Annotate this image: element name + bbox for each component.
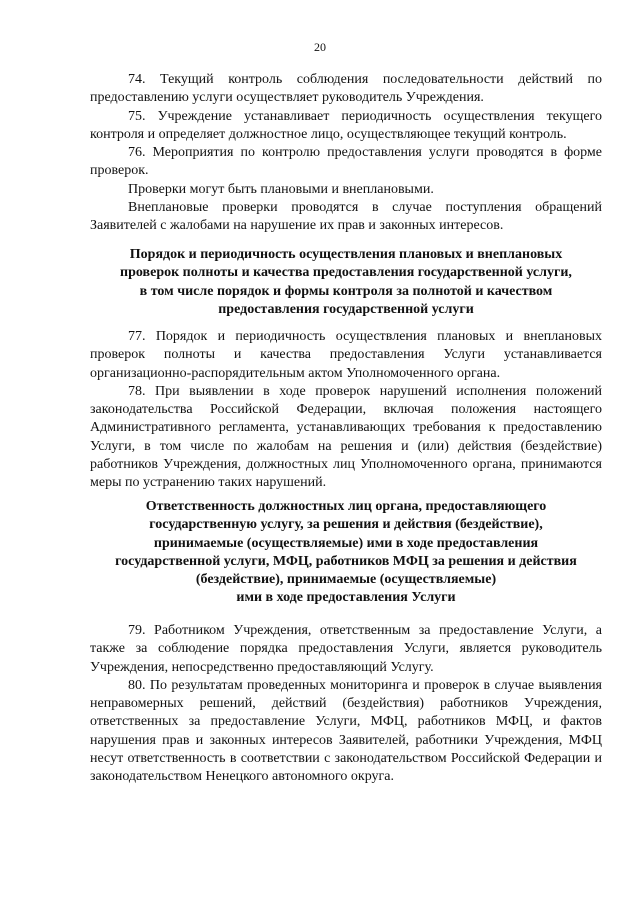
paragraph-78: 78. При выявлении в ходе проверок нарушений исполнения положений законодательства Российской Федерации, включая положения настоящего Административного регламента, устанавливающих требования к предоставлению Услуги, в том числе по жалобам на решения и (или) действия (бездействие) работников Учреждения, должностных лиц Уполномоченного органа, принимаются меры по устранению таких нарушений. (90, 383, 602, 491)
heading-line: принимаемые (осуществляемые) ими в ходе предоставления (153, 535, 539, 551)
paragraph-77: 77. Порядок и периодичность осуществления плановых и внеплановых проверок полноты и качества предоставления Услуги устанавливается организационно-распорядительным актом Уполномоченного органа. (90, 329, 602, 381)
heading-line: Порядок и периодичность осуществления плановых и внеплановых (129, 247, 563, 262)
heading-line: в том числе порядок и формы контроля за полнотой и качеством (139, 283, 553, 299)
paragraph-79: 79. Работником Учреждения, ответственным за предоставление Услуги, а также за соблюдение порядка предоставления Услуги, является руководитель Учреждения, непосредственно предоставляющий Услугу. (90, 623, 602, 675)
section-responsibility (90, 622, 602, 787)
heading-line: ими в ходе предоставления Услуги (236, 590, 456, 606)
paragraph-unscheduled-inspections: Внеплановые проверки проводятся в случае поступления обращений Заявителей с жалобами на нарушение их прав и законных интересов. (90, 200, 602, 234)
heading-line: государственной услуги, МФЦ, работников МФЦ за решения и действия (115, 553, 577, 569)
page-number: 20 (314, 40, 326, 54)
section-inspections (90, 328, 602, 493)
heading-line: (бездействие), принимаемые (осуществляемые) (195, 572, 497, 588)
heading-line: предоставления государственной услуги (218, 301, 474, 317)
heading-line: проверок полноты и качества предоставления государственной услуги, (120, 265, 572, 281)
paragraph-75: 75. Учреждение устанавливает периодичность осуществления текущего контроля и определяет должностное лицо, осуществляющее текущий контроль. (90, 108, 602, 142)
paragraph-76: 76. Мероприятия по контролю предоставления услуги проводятся в форме проверок. (90, 145, 602, 179)
section-heading-inspections (90, 246, 602, 319)
heading-line: Ответственность должностных лиц органа, предоставляющего (145, 499, 547, 514)
paragraph-80: 80. По результатам проведенных мониторинга и проверок в случае выявления неправомерных решений, действий (бездействия) работников Учреждения, ответственных за предоставление Услуги, МФЦ, работников МФЦ, и фактов нарушения прав и законных интересов Заявителей, работники Учреждения, МФЦ несут ответственность в соответствии с законодательством Российской Федерации и законодательством Ненецкого автономного округа. (90, 677, 602, 785)
paragraph-74: 74. Текущий контроль соблюдения последовательности действий по предоставлению услуги осуществляет руководитель Учреждения. (90, 72, 602, 106)
heading-line: государственную услугу, за решения и действия (бездействие), (149, 517, 543, 533)
paragraph-inspections-types: Проверки могут быть плановыми и внеплановыми. (128, 181, 434, 197)
section-heading-responsibility (90, 498, 602, 608)
section-current-control (90, 71, 602, 236)
